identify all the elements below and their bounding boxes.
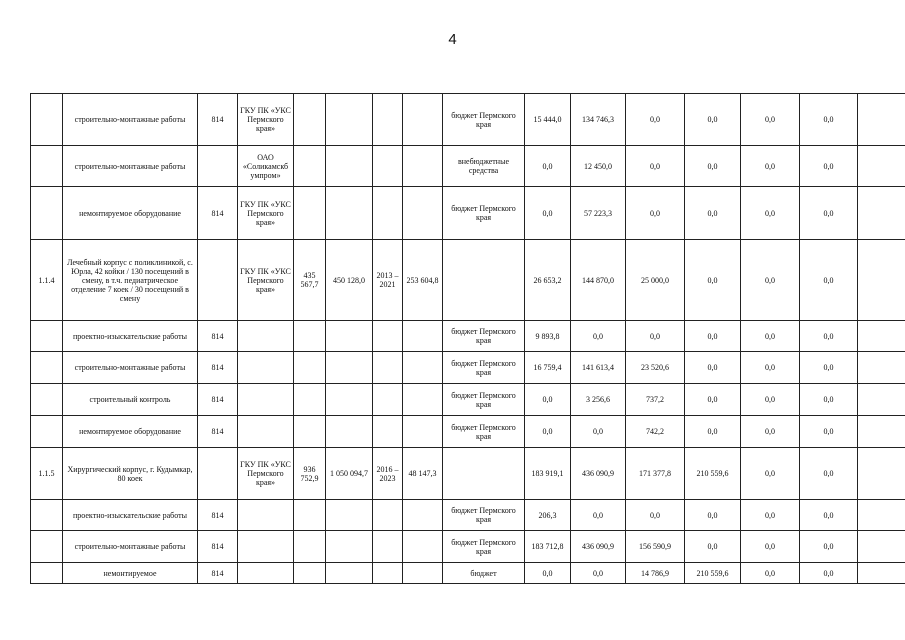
table-row: [31, 500, 905, 531]
cell-v7: [858, 352, 905, 384]
cell-period: [373, 146, 403, 187]
cell-v3: 0,0: [626, 187, 685, 240]
cell-v2: 144 870,0: [571, 240, 626, 321]
cell-v4: 0,0: [685, 240, 741, 321]
cell-v3: 0,0: [626, 321, 685, 352]
cell-v4: 210 559,6: [685, 448, 741, 500]
cell-c8: [403, 146, 443, 187]
cell-customer: [238, 321, 294, 352]
cell-v6: 0,0: [800, 352, 858, 384]
cell-v1: 0,0: [525, 384, 571, 416]
cell-name: строительно-монтажные работы: [63, 146, 198, 187]
cell-v3: 0,0: [626, 146, 685, 187]
table-row: [31, 352, 905, 384]
cell-v2: 436 090,9: [571, 531, 626, 563]
cell-c6: [326, 146, 373, 187]
cell-source: внебюджетные средства: [443, 146, 525, 187]
cell-c8: [403, 563, 443, 584]
cell-v1: 0,0: [525, 187, 571, 240]
cell-name: проектно-изыскательские работы: [63, 321, 198, 352]
cell-name: немонтируемое оборудование: [63, 187, 198, 240]
cell-source: бюджет Пермского края: [443, 187, 525, 240]
cell-source: бюджет Пермского края: [443, 321, 525, 352]
cell-code: 814: [198, 384, 238, 416]
cell-v3: 742,2: [626, 416, 685, 448]
cell-c5: [294, 94, 326, 146]
cell-v5: 0,0: [741, 416, 800, 448]
cell-number: [31, 187, 63, 240]
cell-number: [31, 352, 63, 384]
cell-v6: 0,0: [800, 416, 858, 448]
cell-source: бюджет Пермского края: [443, 94, 525, 146]
cell-v1: 0,0: [525, 563, 571, 584]
cell-v1: 15 444,0: [525, 94, 571, 146]
cell-v6: 0,0: [800, 563, 858, 584]
cell-number: [31, 416, 63, 448]
cell-c8: [403, 94, 443, 146]
cell-v4: 0,0: [685, 384, 741, 416]
cell-v7: [858, 531, 905, 563]
cell-v6: 0,0: [800, 448, 858, 500]
cell-v7: [858, 94, 905, 146]
cell-customer: ОАО «Соликамскб умпром»: [238, 146, 294, 187]
cell-v2: 0,0: [571, 321, 626, 352]
cell-code: 814: [198, 321, 238, 352]
cell-c8: [403, 352, 443, 384]
cell-c5: [294, 321, 326, 352]
cell-c8: [403, 384, 443, 416]
cell-customer: [238, 384, 294, 416]
cell-v6: 0,0: [800, 384, 858, 416]
cell-source: бюджет Пермского края: [443, 416, 525, 448]
table-row: [31, 94, 905, 146]
cell-c6: [326, 384, 373, 416]
cell-v1: 16 759,4: [525, 352, 571, 384]
cell-v5: 0,0: [741, 384, 800, 416]
cell-customer: ГКУ ПК «УКС Пермского края»: [238, 240, 294, 321]
table-row: [31, 146, 905, 187]
cell-c5: [294, 146, 326, 187]
cell-period: [373, 94, 403, 146]
cell-c6: [326, 321, 373, 352]
cell-v2: 0,0: [571, 416, 626, 448]
cell-v1: 9 893,8: [525, 321, 571, 352]
cell-code: 814: [198, 531, 238, 563]
cell-source: бюджет Пермского края: [443, 352, 525, 384]
cell-v1: 0,0: [525, 146, 571, 187]
cell-v6: 0,0: [800, 500, 858, 531]
cell-number: 1.1.4: [31, 240, 63, 321]
cell-period: [373, 321, 403, 352]
cell-c8: [403, 416, 443, 448]
table-row: [31, 416, 905, 448]
cell-v7: [858, 500, 905, 531]
cell-customer: [238, 352, 294, 384]
cell-v7: [858, 146, 905, 187]
cell-v1: 0,0: [525, 416, 571, 448]
cell-v4: 0,0: [685, 531, 741, 563]
cell-v1: 206,3: [525, 500, 571, 531]
cell-customer: [238, 416, 294, 448]
cell-v3: 25 000,0: [626, 240, 685, 321]
cell-name: строительно-монтажные работы: [63, 94, 198, 146]
cell-c6: [326, 416, 373, 448]
cell-number: [31, 384, 63, 416]
cell-v7: [858, 416, 905, 448]
cell-v7: [858, 448, 905, 500]
cell-v3: 0,0: [626, 94, 685, 146]
cell-number: [31, 563, 63, 584]
cell-period: [373, 352, 403, 384]
cell-v7: [858, 563, 905, 584]
cell-c6: 1 050 094,7: [326, 448, 373, 500]
cell-name: строительно-монтажные работы: [63, 531, 198, 563]
cell-c8: [403, 531, 443, 563]
table-row: [31, 448, 905, 500]
cell-period: [373, 563, 403, 584]
cell-v2: 134 746,3: [571, 94, 626, 146]
table-row: [31, 187, 905, 240]
cell-v4: 0,0: [685, 146, 741, 187]
cell-v7: [858, 240, 905, 321]
cell-v6: 0,0: [800, 94, 858, 146]
cell-number: 1.1.5: [31, 448, 63, 500]
cell-v4: 0,0: [685, 500, 741, 531]
cell-period: 2016 – 2023: [373, 448, 403, 500]
cell-source: [443, 240, 525, 321]
cell-v1: 183 919,1: [525, 448, 571, 500]
cell-v4: 0,0: [685, 416, 741, 448]
cell-c8: [403, 187, 443, 240]
cell-v1: 26 653,2: [525, 240, 571, 321]
cell-customer: [238, 563, 294, 584]
cell-c6: [326, 500, 373, 531]
page-number: 4: [448, 31, 457, 48]
cell-v6: 0,0: [800, 240, 858, 321]
cell-v4: 0,0: [685, 94, 741, 146]
cell-v5: 0,0: [741, 563, 800, 584]
cell-v2: 0,0: [571, 563, 626, 584]
table-row: [31, 531, 905, 563]
cell-v5: 0,0: [741, 500, 800, 531]
cell-v5: 0,0: [741, 352, 800, 384]
program-table: [30, 93, 905, 584]
cell-v5: 0,0: [741, 146, 800, 187]
cell-c5: [294, 416, 326, 448]
cell-name: строительный контроль: [63, 384, 198, 416]
cell-v5: 0,0: [741, 321, 800, 352]
cell-v6: 0,0: [800, 146, 858, 187]
cell-v4: 0,0: [685, 187, 741, 240]
cell-v2: 3 256,6: [571, 384, 626, 416]
cell-v7: [858, 321, 905, 352]
cell-c6: [326, 563, 373, 584]
cell-c8: 48 147,3: [403, 448, 443, 500]
cell-v2: 436 090,9: [571, 448, 626, 500]
cell-v5: 0,0: [741, 187, 800, 240]
cell-period: [373, 187, 403, 240]
cell-v3: 23 520,6: [626, 352, 685, 384]
cell-period: [373, 384, 403, 416]
cell-customer: [238, 500, 294, 531]
cell-v5: 0,0: [741, 531, 800, 563]
table-row: [31, 384, 905, 416]
cell-number: [31, 321, 63, 352]
cell-v2: 12 450,0: [571, 146, 626, 187]
cell-c5: 936 752,9: [294, 448, 326, 500]
cell-number: [31, 146, 63, 187]
cell-name: строительно-монтажные работы: [63, 352, 198, 384]
cell-c5: [294, 384, 326, 416]
cell-source: бюджет Пермского края: [443, 531, 525, 563]
cell-c5: [294, 563, 326, 584]
cell-code: 814: [198, 500, 238, 531]
cell-customer: ГКУ ПК «УКС Пермского края»: [238, 448, 294, 500]
cell-c5: 435 567,7: [294, 240, 326, 321]
cell-code: [198, 240, 238, 321]
cell-v2: 141 613,4: [571, 352, 626, 384]
cell-c8: 253 604,8: [403, 240, 443, 321]
cell-v5: 0,0: [741, 240, 800, 321]
cell-source: [443, 448, 525, 500]
cell-c6: [326, 187, 373, 240]
cell-number: [31, 500, 63, 531]
cell-c5: [294, 531, 326, 563]
cell-code: [198, 146, 238, 187]
cell-v4: 0,0: [685, 352, 741, 384]
cell-code: 814: [198, 352, 238, 384]
cell-v3: 14 786,9: [626, 563, 685, 584]
table-row: [31, 563, 905, 584]
cell-period: [373, 531, 403, 563]
cell-v3: 0,0: [626, 500, 685, 531]
cell-v6: 0,0: [800, 321, 858, 352]
cell-period: 2013 – 2021: [373, 240, 403, 321]
cell-c6: [326, 94, 373, 146]
cell-number: [31, 94, 63, 146]
cell-v2: 0,0: [571, 500, 626, 531]
cell-code: 814: [198, 187, 238, 240]
cell-customer: ГКУ ПК «УКС Пермского края»: [238, 94, 294, 146]
cell-period: [373, 416, 403, 448]
cell-customer: [238, 531, 294, 563]
cell-name: Хирургический корпус, г. Кудымкар, 80 коек: [63, 448, 198, 500]
cell-c5: [294, 352, 326, 384]
cell-c5: [294, 500, 326, 531]
cell-v4: 0,0: [685, 321, 741, 352]
cell-c6: [326, 352, 373, 384]
cell-v3: 171 377,8: [626, 448, 685, 500]
cell-c8: [403, 321, 443, 352]
cell-code: 814: [198, 563, 238, 584]
table-row: [31, 321, 905, 352]
cell-v5: 0,0: [741, 448, 800, 500]
cell-name: немонтируемое оборудование: [63, 416, 198, 448]
cell-v4: 210 559,6: [685, 563, 741, 584]
cell-v3: 737,2: [626, 384, 685, 416]
cell-c6: [326, 531, 373, 563]
cell-code: 814: [198, 416, 238, 448]
cell-period: [373, 500, 403, 531]
cell-source: бюджет Пермского края: [443, 500, 525, 531]
cell-v1: 183 712,8: [525, 531, 571, 563]
cell-name: немонтируемое: [63, 563, 198, 584]
cell-v5: 0,0: [741, 94, 800, 146]
cell-c5: [294, 187, 326, 240]
cell-v6: 0,0: [800, 531, 858, 563]
cell-source: бюджет: [443, 563, 525, 584]
cell-name: Лечебный корпус с поликлиникой, с. Юрла, 42 койки / 130 посещений в смену, в т.ч. педиатрическое отделение 7 коек / 30 посещений в смену: [63, 240, 198, 321]
cell-code: 814: [198, 94, 238, 146]
cell-v7: [858, 187, 905, 240]
cell-name: проектно-изыскательские работы: [63, 500, 198, 531]
cell-source: бюджет Пермского края: [443, 384, 525, 416]
cell-code: [198, 448, 238, 500]
table-row: [31, 240, 905, 321]
cell-v2: 57 223,3: [571, 187, 626, 240]
cell-v7: [858, 384, 905, 416]
cell-c6: 450 128,0: [326, 240, 373, 321]
cell-v6: 0,0: [800, 187, 858, 240]
cell-customer: ГКУ ПК «УКС Пермского края»: [238, 187, 294, 240]
cell-v3: 156 590,9: [626, 531, 685, 563]
cell-number: [31, 531, 63, 563]
cell-c8: [403, 500, 443, 531]
